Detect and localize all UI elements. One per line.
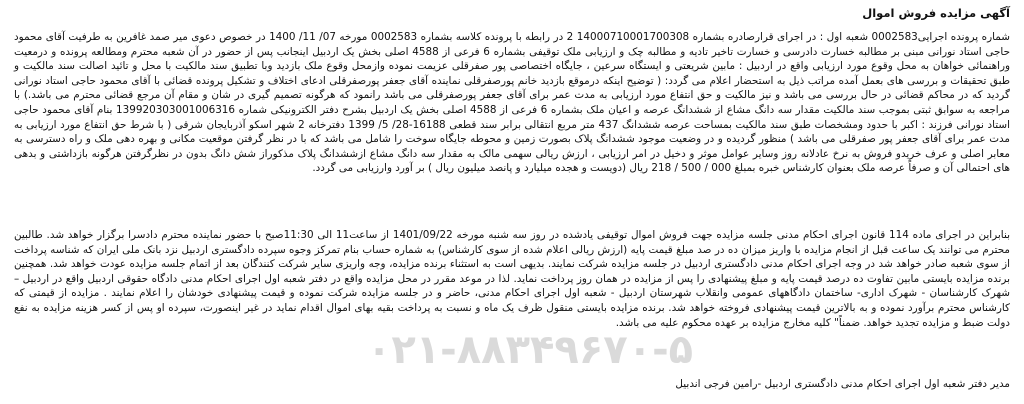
notice-paragraph-auction-terms: بنابراین در اجرای ماده 114 قانون اجرای احکام مدنی جلسه مزایده جهت فروش اموال توقیفی یادشده در روز سه شنبه مورخه 1401/09/22 از ساعت11 الی 11:30صبح با حضور نماینده محترم دادسرا برگزار خواهد شد. طالبین محترم می توانند یک ساعت قبل از انجام مزایده با واریز میزان ده در صد مبلغ قیمت پایه (ارزش ریالی اعلام شده از سوی کارشناس) به شماره حساب بنام تمرکز وجوه سپرده دادگستری اردبیل نزد بانک ملی ایران که شناسه پرداخت از سوی شعبه صادر خواهد شد در وجه اجرای احکام مدنی دادگستری اردبیل در جلسه مزایده شرکت نمایند. بدیهی است به استثناء برنده مزایده، وجه واریزی سایر شرکت کنندگان بعد از اتمام جلسه مزایده عودت خواهد شد. همچنین برنده مزایده بایستی مابین تفاوت ده درصد قیمت پایه و مبلغ پیشنهادی را پس از مزایده در همان روز پرداخت نماید. لذا در موعد مقرر در محل مزایده واقع در دفتر شعبه اول اجرای احکام مدنی دادگاه حقوقی اردبیل واقع در اردبیل – شهرک کارشناسان - شهرک اداری- ساختمان دادگاههای عمومی وانقلاب شهرستان اردبیل - شعبه اول اجرای احکام مدنی، حاضر و در جلسه مزایده شرکت نموده و قیمت پیشنهادی خودشان را اعلام نمایند . مزایده از قیمتی که کارشناس محترم برآورد نموده و به بالاترین قیمت پیشنهادی فروخته خواهد شد. برنده مزایده بایستی منقول ظرف یک ماه و نسبت به پرداخت بقیه بهای اموال اقدام نماید در غیر اینصورت، سپرده او پس از کسر هزینه مزایده به نفع دولت ضبط و مزایده تجدید خواهد. ضمناً" کلیه مخارج مزایده بر عهده محکوم علیه می باشد. [14,229,1010,329]
notice-signature: مدیر دفتر شعبه اول اجرای احکام مدنی دادگستری اردبیل -رامین فرجی اندبیل [675,378,1010,390]
notice-paragraph-valuation: شماره پرونده اجرایی0002583 شعبه اول : در اجرای قرارصادره بشماره 14000710001700308 2 در رابطه با پرونده کلاسه بشماره 0002583 مورخه 07/ 11/ 1400 در خصوص دعوی میر صمد غافرین به طرفیت آقای محمود حاجی استاد نورانی مبنی بر مطالبه خسارت دادرسی و خسارت تاخیر تادیه و مطالبه چک و ارزیابی ملک توقیفی بشماره 6 فرعی از 4588 اصلی بخش یک اردبیل اینجانب پس از حضور در آن شعبه محترم ومطالعه پرونده و درمعیت وراهنمائی خواهان به محل وقوع مورد ارزیابی واقع در اردبیل : مابین شریعتی و ایستگاه سرعین ، جایگاه اختصاصی پور صفرقلی عزیمت نموده وازمحل وقوع ملک بازدید وبا تطبیق سند مالکیت با محل و تائید اصالت سند مالکیت و طبق تحقیقات و بررسی های بعمل آمده مراتب ذیل به استحضار اعلام می گردد: ( توضیح اینکه درموقع بازدید خانم پورصفرقلی نماینده آقای جعفر پورصفرقلی ادعای اختلاف و تشکیل پرونده قضائی با آقای محمود حاجی استاد نورانی گردید که در محاکم قضائی در حال بررسی می باشد و نیز مالکیت و حق انتفاع مورد ارزیابی به مدت عمر برای آقای جعفر پورصفرقلی می باشد رانمود که هرگونه تصمیم گیری در شان و مقام آن مرجع قضائی محترم می باشد.) با مراجعه به سوابق ثبتی بموجب سند مالکیت مقدار سه دانگ مشاع از ششدانگ عرصه و اعیان ملک بشماره 6 فرعی از 4588 اصلی بخش یک اردبیل بشرح دفتر الکترونیکی شماره 139920303001006316 بنام آقای محمود حاجی استاد نورانی فرزند : اکبر با حدود ومشخصات طبق سند مالکیت بمساحت عرصه ششدانگ 437 متر مربع انتقالی برابر سند قطعی 16188-28/ 5/ 1399 دفترخانه 2 شهر اسکو آذربایجان شرقی ( با شرط حق انتفاع مورد ارزیابی به مدت عمر برای آقای جعفر پور صفرقلی می باشد ) منظور گردیده و در وضعیت موجود ششدانگ پلاک بصورت زمین و محوطه جایگاه سوخت را شامل می باشد که با در نظر گرفتن موقعیت مکانی و بهره دهی ملک و راه دسترسی به معابر اصلی و عرف خریدو فروش به نرخ عادلانه روز وسایر عوامل موثر و دخیل در امر ارزیابی ، ارزش ریالی سهمی مالک به مقدار سه دانگ مشاع ازششدانگ پلاک مذکوراز شش دانگ بدون در نظرگرفتن هرگونه بازداشتی و بدهی های احتمالی آن و صرفاً عرصه ملک بعنوان کارشناس خبره بمبلغ 000 / 500 / 218 ریال (دویست و هجده میلیارد و پانصد میلیون ریال ) بر آورد وارزیابی می گردد. [14,31,1011,175]
notice-document [10,0,1014,404]
notice-title: آگهی مزایده فروش اموال [862,6,1010,20]
phone-watermark: ۰۲۱-۸۸۳۴۹۶۷۰-۵ [366,327,694,373]
